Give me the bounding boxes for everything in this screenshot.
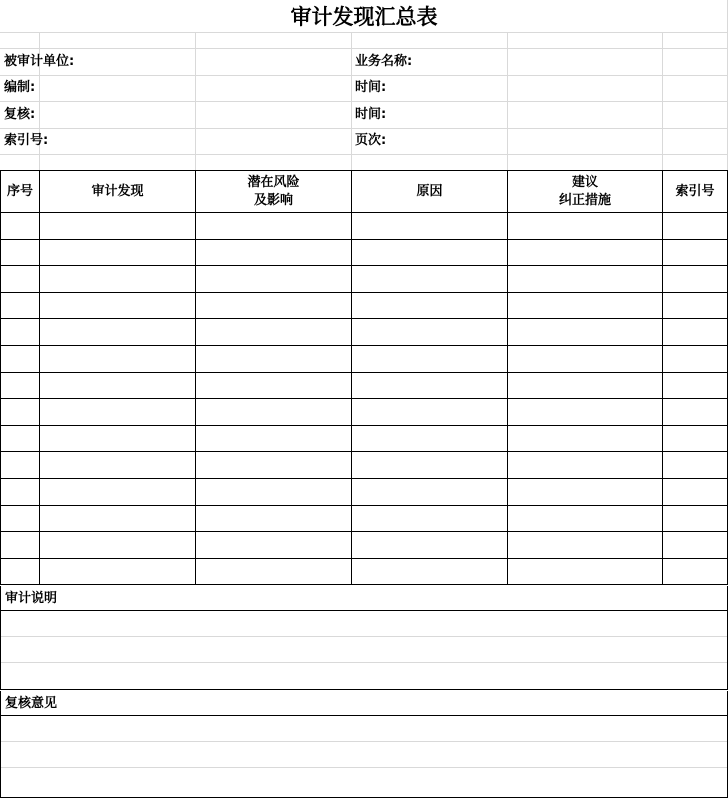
table-cell[interactable] bbox=[508, 452, 663, 479]
table-cell[interactable] bbox=[196, 239, 352, 266]
table-cell[interactable] bbox=[1, 372, 40, 399]
page-title: 审计发现汇总表 bbox=[290, 4, 438, 29]
table-row bbox=[1, 292, 728, 319]
table-cell[interactable] bbox=[663, 558, 728, 585]
table-row bbox=[1, 478, 728, 505]
gridline bbox=[662, 32, 663, 170]
table-cell[interactable] bbox=[508, 266, 663, 293]
table-cell[interactable] bbox=[663, 399, 728, 426]
table-cell[interactable] bbox=[1, 558, 40, 585]
audit-notes-line[interactable] bbox=[1, 663, 727, 689]
table-cell[interactable] bbox=[196, 452, 352, 479]
table-cell[interactable] bbox=[1, 425, 40, 452]
review-opinion-title: 复核意见 bbox=[1, 691, 727, 716]
table-cell[interactable] bbox=[196, 266, 352, 293]
gridline bbox=[507, 32, 508, 170]
table-cell[interactable] bbox=[40, 372, 196, 399]
gridline bbox=[195, 32, 196, 170]
table-cell[interactable] bbox=[663, 452, 728, 479]
table-cell[interactable] bbox=[508, 399, 663, 426]
table-cell[interactable] bbox=[352, 292, 508, 319]
table-cell[interactable] bbox=[1, 292, 40, 319]
table-cell[interactable] bbox=[196, 505, 352, 532]
table-row bbox=[1, 319, 728, 346]
gridline bbox=[351, 32, 352, 170]
table-cell[interactable] bbox=[352, 425, 508, 452]
table-cell[interactable] bbox=[1, 345, 40, 372]
table-cell[interactable] bbox=[352, 399, 508, 426]
table-cell[interactable] bbox=[508, 372, 663, 399]
table-row bbox=[1, 505, 728, 532]
table-row bbox=[1, 452, 728, 479]
table-cell[interactable] bbox=[352, 239, 508, 266]
table-cell[interactable] bbox=[1, 505, 40, 532]
table-cell[interactable] bbox=[40, 452, 196, 479]
table-cell[interactable] bbox=[1, 452, 40, 479]
table-cell[interactable] bbox=[40, 425, 196, 452]
table-cell[interactable] bbox=[352, 452, 508, 479]
table-cell[interactable] bbox=[196, 372, 352, 399]
table-cell[interactable] bbox=[508, 292, 663, 319]
table-cell[interactable] bbox=[508, 239, 663, 266]
table-cell[interactable] bbox=[508, 213, 663, 240]
table-cell[interactable] bbox=[196, 345, 352, 372]
table-cell[interactable] bbox=[508, 505, 663, 532]
header-audit-finding: 审计发现 bbox=[40, 171, 196, 213]
review-opinion-section bbox=[0, 691, 728, 798]
table-cell[interactable] bbox=[40, 319, 196, 346]
prepared-time-label: 时间: bbox=[355, 80, 387, 95]
page-no-label: 页次: bbox=[355, 133, 387, 148]
table-cell[interactable] bbox=[352, 266, 508, 293]
table-cell[interactable] bbox=[663, 266, 728, 293]
table-cell[interactable] bbox=[352, 558, 508, 585]
header-index-no: 索引号 bbox=[663, 171, 728, 213]
table-cell[interactable] bbox=[663, 345, 728, 372]
review-opinion-line[interactable] bbox=[1, 768, 727, 794]
table-cell[interactable] bbox=[508, 532, 663, 559]
table-row bbox=[1, 239, 728, 266]
audit-notes-line[interactable] bbox=[1, 611, 727, 637]
table-cell[interactable] bbox=[196, 425, 352, 452]
review-opinion-line[interactable] bbox=[1, 742, 727, 768]
table-cell[interactable] bbox=[508, 425, 663, 452]
table-cell[interactable] bbox=[40, 239, 196, 266]
audit-findings-table bbox=[0, 170, 728, 585]
audit-notes-line[interactable] bbox=[1, 637, 727, 663]
table-cell[interactable] bbox=[40, 292, 196, 319]
header-cause: 原因 bbox=[352, 171, 508, 213]
table-cell[interactable] bbox=[196, 319, 352, 346]
review-opinion-line[interactable] bbox=[1, 716, 727, 742]
table-cell[interactable] bbox=[352, 319, 508, 346]
table-cell[interactable] bbox=[196, 213, 352, 240]
table-cell[interactable] bbox=[663, 213, 728, 240]
audited-unit-label: 被审计单位: bbox=[4, 54, 75, 69]
table-cell[interactable] bbox=[196, 478, 352, 505]
table-cell[interactable] bbox=[196, 558, 352, 585]
table-cell[interactable] bbox=[663, 478, 728, 505]
table-cell[interactable] bbox=[40, 478, 196, 505]
table-row bbox=[1, 558, 728, 585]
table-cell[interactable] bbox=[1, 399, 40, 426]
table-header-row bbox=[1, 171, 728, 213]
table-cell[interactable] bbox=[663, 292, 728, 319]
table-cell[interactable] bbox=[663, 372, 728, 399]
header-risk-impact: 潜在风险 及影响 bbox=[196, 171, 352, 213]
table-row bbox=[1, 345, 728, 372]
table-cell[interactable] bbox=[663, 532, 728, 559]
table-row bbox=[1, 372, 728, 399]
gridline bbox=[0, 32, 728, 33]
table-row bbox=[1, 266, 728, 293]
table-cell[interactable] bbox=[40, 532, 196, 559]
header-seq-no: 序号 bbox=[1, 171, 40, 213]
reviewed-by-label: 复核: bbox=[4, 107, 36, 122]
audit-notes-title: 审计说明 bbox=[1, 586, 727, 611]
table-cell[interactable] bbox=[1, 266, 40, 293]
table-row bbox=[1, 532, 728, 559]
table-row bbox=[1, 399, 728, 426]
table-cell[interactable] bbox=[1, 532, 40, 559]
table-cell[interactable] bbox=[196, 532, 352, 559]
table-row bbox=[1, 425, 728, 452]
table-cell[interactable] bbox=[352, 213, 508, 240]
table-cell[interactable] bbox=[508, 478, 663, 505]
audit-notes-section bbox=[0, 586, 728, 690]
index-no-label: 索引号: bbox=[4, 133, 49, 148]
table-cell[interactable] bbox=[663, 505, 728, 532]
table-cell[interactable] bbox=[40, 345, 196, 372]
prepared-by-label: 编制: bbox=[4, 80, 36, 95]
table-cell[interactable] bbox=[508, 558, 663, 585]
table-body bbox=[1, 213, 728, 585]
gridline bbox=[0, 154, 728, 155]
header-recommendation: 建议 纠正措施 bbox=[508, 171, 663, 213]
business-name-label: 业务名称: bbox=[355, 54, 413, 69]
table-row bbox=[1, 213, 728, 240]
table-cell[interactable] bbox=[663, 239, 728, 266]
table-cell[interactable] bbox=[352, 478, 508, 505]
table-cell[interactable] bbox=[1, 239, 40, 266]
table-cell[interactable] bbox=[352, 372, 508, 399]
table-cell[interactable] bbox=[663, 425, 728, 452]
table-cell[interactable] bbox=[40, 505, 196, 532]
table-cell[interactable] bbox=[352, 532, 508, 559]
table-cell[interactable] bbox=[508, 319, 663, 346]
table-cell[interactable] bbox=[196, 399, 352, 426]
table-cell[interactable] bbox=[1, 478, 40, 505]
table-cell[interactable] bbox=[352, 345, 508, 372]
table-cell[interactable] bbox=[352, 505, 508, 532]
reviewed-time-label: 时间: bbox=[355, 107, 387, 122]
table-cell[interactable] bbox=[40, 558, 196, 585]
table-cell[interactable] bbox=[663, 319, 728, 346]
table-cell[interactable] bbox=[196, 292, 352, 319]
table-cell[interactable] bbox=[508, 345, 663, 372]
table-cell[interactable] bbox=[1, 213, 40, 240]
table-cell[interactable] bbox=[1, 319, 40, 346]
table-cell[interactable] bbox=[40, 399, 196, 426]
table-cell[interactable] bbox=[40, 213, 196, 240]
table-cell[interactable] bbox=[40, 266, 196, 293]
